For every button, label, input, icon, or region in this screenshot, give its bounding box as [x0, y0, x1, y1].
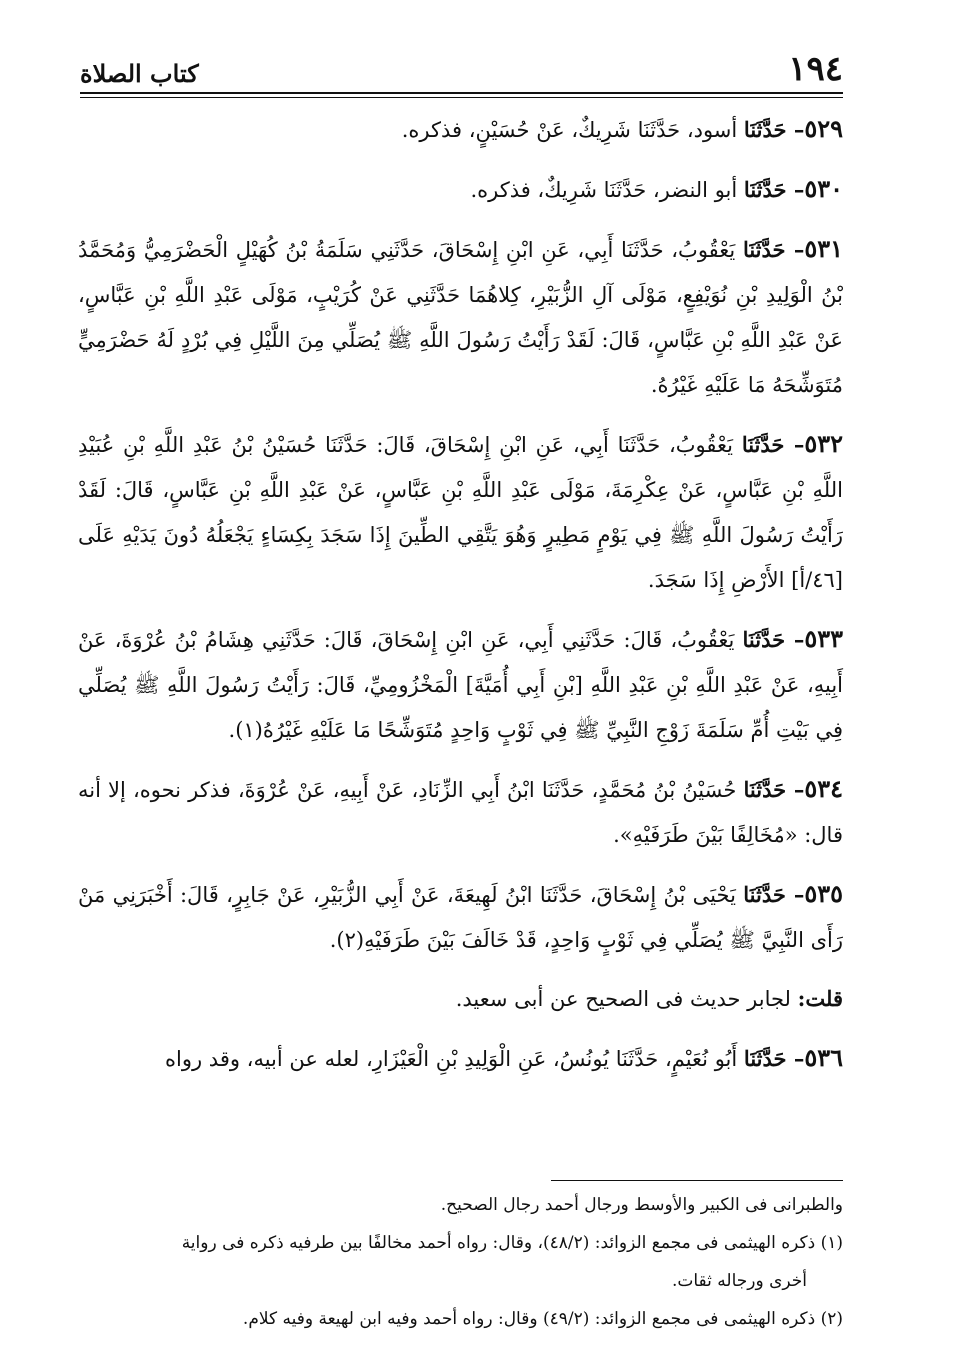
- footnote-2: (٢) ذكره الهيثمى فى مجمع الزوائد: (٤٩/٢) وقال: رواه أحمد وفيه ابن لهيعة وفيه كلام.: [242, 1309, 843, 1329]
- hadith-number: ٥٣١: [804, 234, 843, 263]
- hadith-number: ٥٣٣: [804, 624, 843, 653]
- hadith-530: ٥٣٠– حَدَّثَنَا أبو النضر، حَدَّثَنَا شَرِيكٌ، فذكره.: [470, 174, 843, 203]
- main-text: [78, 106, 843, 1095]
- hadith-text: أَبُو نُعَيْمٍ، حَدَّثَنَا يُونُسُ، عَنِ الْوَلِيدِ بْنِ الْعَيْزَارِ، لعله عن أبيه، وقد رواه: [165, 1047, 738, 1071]
- hadith-lead: حَدَّثَنَا: [741, 432, 785, 457]
- hadith-number: ٥٣٦: [804, 1043, 843, 1072]
- hadith-number: ٥٣٠: [804, 174, 843, 203]
- footnote-rule: [551, 1180, 843, 1181]
- hadith-number: ٥٣٤: [804, 774, 843, 803]
- hadith-lead: حَدَّثَنَا: [743, 882, 786, 907]
- footnote-1-continuation: أخرى ورجاله ثقات.: [671, 1271, 807, 1291]
- hadith-text: أسود، حَدَّثَنَا شَرِيكٌ، عَنْ حُسَيْنٍ، فذكره.: [401, 118, 738, 142]
- hadith-number: ٥٣٢: [804, 429, 843, 458]
- hadith-533: ٥٣٣– حَدَّثَنَا يَعْقُوبُ، قَالَ: حَدَّثَنِي أَبِي، عَنِ ابْنِ إِسْحَاقَ، قَالَ: حَدَّثَنِي هِشَامُ بْنُ عُرْوَةَ، عَنْ أَبِيهِ، عَنْ عَبْدِ اللَّهِ بْنِ عَبْدِ اللَّهِ [بْنِ أَبِي أُمَيَّةَ] الْمَخْزُومِيِّ، قَالَ: رَأَيْتُ رَسُولَ اللَّهِ ﷺ يُصَلِّي فِي بَيْتِ أُمِّ سَلَمَةَ زَوْجِ النَّبِيِّ ﷺ فِي ثَوْبٍ وَاحِدٍ مُتَوَشِّحًا مَا عَلَيْهِ غَيْرُهُ(١).: [78, 624, 843, 742]
- editor-note: [78, 976, 843, 1022]
- hadith-531: ٥٣١– حَدَّثَنَا يَعْقُوبُ، حَدَّثَنَا أَبِي، عَنِ ابْنِ إِسْحَاقَ، حَدَّثَنِي سَلَمَةُ بْنُ كُهَيْلٍ الْحَضْرَمِيُّ وَمُحَمَّدُ بْنُ الْوَلِيدِ بْنِ نُوَيْفِعٍ، مَوْلَى آلِ الزُّبَيْرِ، كِلاهُمَا حَدَّثَنِي عَنْ كُرَيْبٍ، مَوْلَى عَبْدِ اللَّهِ بْنِ عَبَّاسٍ، عَنْ عَبْدِ اللَّهِ بْنِ عَبَّاسٍ، قَالَ: لَقَدْ رَأَيْتُ رَسُولَ اللَّهِ ﷺ يُصَلِّي مِنَ اللَّيْلِ فِي بُرْدٍ لَهُ حَضْرَمِيٍّ مُتَوَشِّحَهُ مَا عَلَيْهِ غَيْرُهُ.: [78, 234, 843, 397]
- hadith-lead: حَدَّثَنَا: [743, 117, 787, 142]
- footnote-continuation: والطبرانى فى الكبير والأوسط ورجال أحمد رجال الصحيح.: [440, 1195, 843, 1215]
- hadith-lead: حَدَّثَنَا: [743, 177, 787, 202]
- hadith-number: ٥٢٩: [804, 114, 843, 143]
- hadith-535: ٥٣٥– حَدَّثَنَا يَحْيَى بْنُ إِسْحَاقَ، حَدَّثَنَا ابْنُ لَهِيعَةَ، عَنْ أَبِي الزُّبَيْرِ، عَنْ جَابِرٍ، قَالَ: أَخْبَرَنِي مَنْ رَأَى النَّبِيَّ ﷺ يُصَلِّي فِي ثَوْبٍ وَاحِدٍ، قَدْ خَالَفَ بَيْنَ طَرَفَيْهِ(٢).: [78, 879, 843, 952]
- hadith-534: ٥٣٤– حَدَّثَنَا حُسَيْنُ بْنُ مُحَمَّدٍ، حَدَّثَنَا ابْنُ أَبِي الزِّنَادِ، عَنْ أَبِيهِ، عَنْ عُرْوَةَ، فذكر نحوه، إلا أنه قال: «مُخَالِفًا بَيْنَ طَرَفَيْهِ».: [78, 774, 843, 847]
- hadith-text: يَحْيَى بْنُ إِسْحَاقَ، حَدَّثَنَا ابْنُ لَهِيعَةَ، عَنْ أَبِي الزُّبَيْرِ، عَنْ جَابِرٍ، قَالَ: أَخْبَرَنِي مَنْ رَأَى النَّبِيَّ ﷺ يُصَلِّي فِي ثَوْبٍ وَاحِدٍ، قَدْ خَالَفَ بَيْنَ طَرَفَيْهِ(٢).: [78, 883, 843, 952]
- hadith-536: ٥٣٦– حَدَّثَنَا أَبُو نُعَيْمٍ، حَدَّثَنَا يُونُسُ، عَنِ الْوَلِيدِ بْنِ الْعَيْزَارِ، لعله عن أبيه، وقد رواه: [165, 1043, 843, 1072]
- hadith-lead: حَدَّثَنَا: [743, 777, 787, 802]
- hadith-532: ٥٣٢– حَدَّثَنَا يَعْقُوبُ، حَدَّثَنَا أَبِي، عَنِ ابْنِ إِسْحَاقَ، قَالَ: حَدَّثَنَا حُسَيْنُ بْنُ عَبْدِ اللَّهِ بْنِ عُبَيْدِ اللَّهِ بْنِ عَبَّاسٍ، عَنْ عِكْرِمَةَ، مَوْلَى عَبْدِ اللَّهِ بْنِ عَبَّاسٍ، عَنْ عَبْدِ اللَّهِ بْنِ عَبَّاسٍ، قَالَ: لَقَدْ رَأَيْتُ رَسُولَ اللَّهِ ﷺ فِي يَوْمٍ مَطِيرٍ وَهُوَ يَتَّقِي الطِّينَ إِذَا سَجَدَ بِكِسَاءٍ يَجْعَلُهُ دُونَ يَدَيْهِ عَلَى [٤٦/أ] الأَرْضِ إِذَا سَجَدَ.: [78, 429, 843, 592]
- hadith-text: أبو النضر، حَدَّثَنَا شَرِيكٌ، فذكره.: [470, 178, 738, 202]
- book-title: كتاب الصلاة: [80, 59, 199, 88]
- hadith-number: ٥٣٥: [804, 879, 843, 908]
- hadith-text: يَعْقُوبُ، حَدَّثَنَا أَبِي، عَنِ ابْنِ إِسْحَاقَ، قَالَ: حَدَّثَنَا حُسَيْنُ بْنُ عَبْدِ اللَّهِ بْنِ عُبَيْدِ اللَّهِ بْنِ عَبَّاسٍ، عَنْ عِكْرِمَةَ، مَوْلَى عَبْدِ اللَّهِ بْنِ عَبَّاسٍ، عَنْ عَبْدِ اللَّهِ بْنِ عَبَّاسٍ، قَالَ: لَقَدْ رَأَيْتُ رَسُولَ اللَّهِ ﷺ فِي يَوْمٍ مَطِيرٍ وَهُوَ يَتَّقِي الطِّينَ إِذَا سَجَدَ بِكِسَاءٍ يَجْعَلُهُ دُونَ يَدَيْهِ عَلَى [٤٦/أ] الأَرْضِ إِذَا سَجَدَ.: [78, 433, 843, 592]
- footnote-1: (١) ذكره الهيثمى فى مجمع الزوائد: (٤٨/٢)، وقال: رواه أحمد مخالفًا بين طرفيه ذكره فى رواية: [181, 1233, 843, 1253]
- hadith-text: يَعْقُوبُ، قَالَ: حَدَّثَنِي أَبِي، عَنِ ابْنِ إِسْحَاقَ، قَالَ: حَدَّثَنِي هِشَامُ بْنُ عُرْوَةَ، عَنْ أَبِيهِ، عَنْ عَبْدِ اللَّهِ بْنِ عَبْدِ اللَّهِ [بْنِ أَبِي أُمَيَّةَ] الْمَخْزُومِيِّ، قَالَ: رَأَيْتُ رَسُولَ اللَّهِ ﷺ يُصَلِّي فِي بَيْتِ أُمِّ سَلَمَةَ زَوْجِ النَّبِيِّ ﷺ فِي ثَوْبٍ وَاحِدٍ مُتَوَشِّحًا مَا عَلَيْهِ غَيْرُهُ(١).: [78, 628, 843, 742]
- footnotes: [78, 1188, 843, 1340]
- header-rule-thin: [80, 97, 843, 98]
- note-text: لجابر حديث فى الصحيح عن أبى سعيد.: [455, 987, 791, 1011]
- hadith-lead: حَدَّثَنَا: [742, 627, 786, 652]
- hadith-lead: حَدَّثَنَا: [742, 237, 786, 262]
- hadith-529: ٥٢٩– حَدَّثَنَا أسود، حَدَّثَنَا شَرِيكٌ، عَنْ حُسَيْنٍ، فذكره.: [401, 114, 843, 143]
- page-header: [80, 46, 843, 89]
- header-rule: [80, 92, 843, 94]
- page-number: ١٩٤: [788, 49, 843, 89]
- note-label: قلت:: [797, 986, 843, 1011]
- hadith-text: يَعْقُوبُ، حَدَّثَنَا أَبِي، عَنِ ابْنِ إِسْحَاقَ، حَدَّثَنِي سَلَمَةُ بْنُ كُهَيْلٍ الْحَضْرَمِيُّ وَمُحَمَّدُ بْنُ الْوَلِيدِ بْنِ نُوَيْفِعٍ، مَوْلَى آلِ الزُّبَيْرِ، كِلاهُمَا حَدَّثَنِي عَنْ كُرَيْبٍ، مَوْلَى عَبْدِ اللَّهِ بْنِ عَبَّاسٍ، عَنْ عَبْدِ اللَّهِ بْنِ عَبَّاسٍ، قَالَ: لَقَدْ رَأَيْتُ رَسُولَ اللَّهِ ﷺ يُصَلِّي مِنَ اللَّيْلِ فِي بُرْدٍ لَهُ حَضْرَمِيٍّ مُتَوَشِّحَهُ مَا عَلَيْهِ غَيْرُهُ.: [78, 238, 843, 397]
- hadith-lead: حَدَّثَنَا: [743, 1046, 787, 1071]
- hadith-text: حُسَيْنُ بْنُ مُحَمَّدٍ، حَدَّثَنَا ابْنُ أَبِي الزِّنَادِ، عَنْ أَبِيهِ، عَنْ عُرْوَةَ، فذكر نحوه، إلا أنه قال: «مُخَالِفًا بَيْنَ طَرَفَيْهِ».: [78, 778, 843, 847]
